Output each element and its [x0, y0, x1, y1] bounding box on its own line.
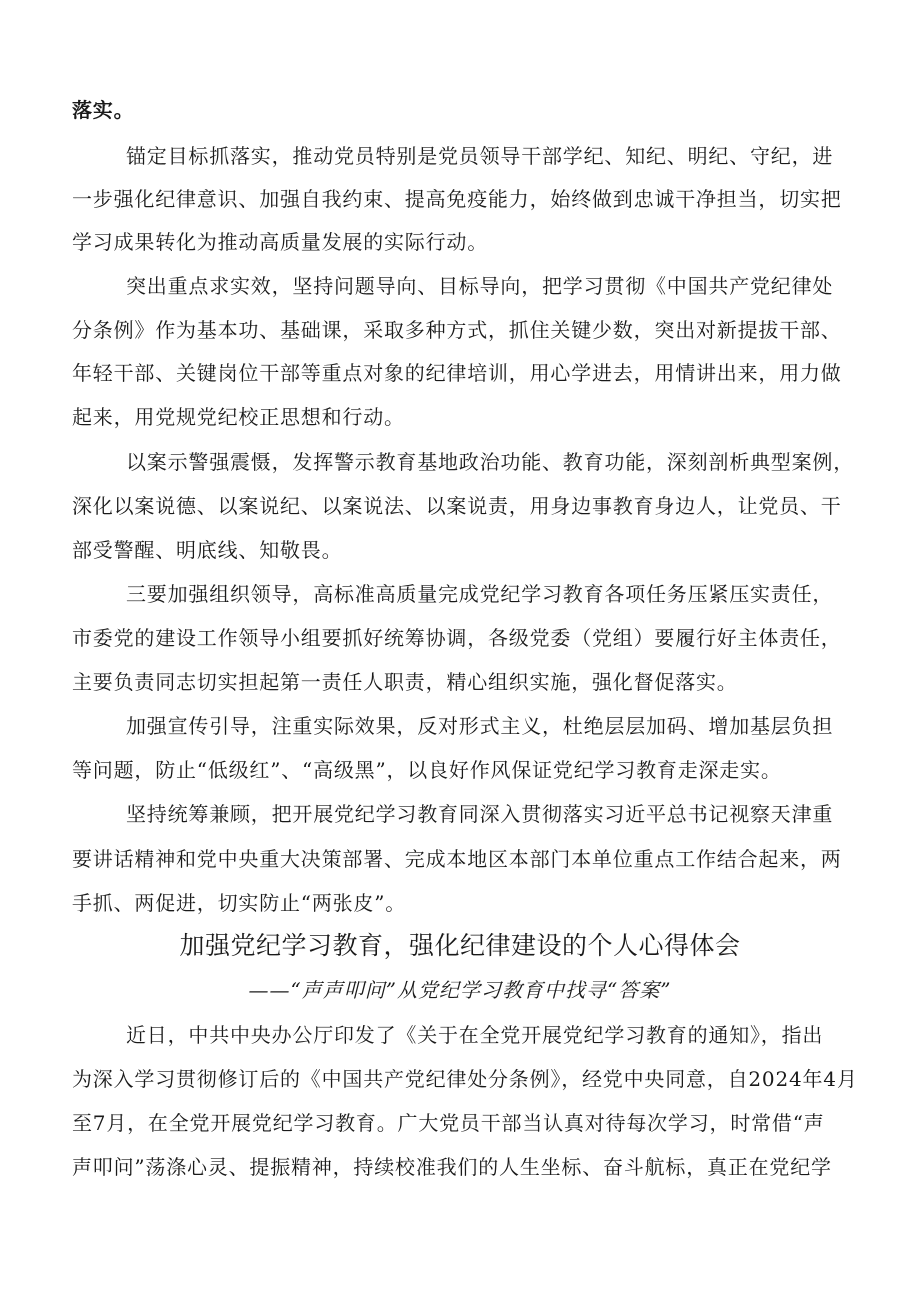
paragraph-line: 年轻干部、关键岗位干部等重点对象的纪律培训，用心学进去，用情讲出来，用力做 [72, 361, 842, 385]
paragraph-line: 以案示警强震慑，发挥警示教育基地政治功能、教育功能，深刻剖析典型案例， [126, 450, 854, 474]
paragraph-line: 锚定目标抓落实，推动党员特别是党员领导干部学纪、知纪、明纪、守纪，进 [126, 144, 834, 168]
paragraph-line: 坚持统筹兼顾，把开展党纪学习教育同深入贯彻落实习近平总书记视察天津重 [126, 802, 834, 826]
paragraph-line: 手抓、两促进，切实防止“两张皮”。 [72, 891, 407, 915]
section-title: 加强党纪学习教育，强化纪律建设的个人心得体会 [179, 931, 741, 960]
paragraph-line: 部受警醒、明底线、知敬畏。 [72, 538, 343, 562]
paragraph-line: 要讲话精神和党中央重大决策部署、完成本地区本部门本单位重点工作结合起来，两 [72, 847, 842, 871]
paragraph-line: 分条例》作为基本功、基础课，采取多种方式，抓住关键少数，突出对新提拔干部、 [72, 318, 842, 342]
text-line: 落实。 [72, 98, 135, 122]
paragraph-line: 深化以案说德、以案说纪、以案说法、以案说责，用身边事教育身边人，让党员、干 [72, 494, 842, 518]
section-subtitle: ——“声声叩问”从党纪学习教育中找寻“答案” [248, 978, 672, 1002]
paragraph-line: 一步强化纪律意识、加强自我约束、提高免疫能力，始终做到忠诚干净担当，切实把 [72, 187, 842, 211]
paragraph-line: 市委党的建设工作领导小组要抓好统筹协调，各级党委（党组）要履行好主体责任， [72, 626, 842, 650]
paragraph-line: 等问题，防止“低级红”、“高级黑”，以良好作风保证党纪学习教育走深走实。 [72, 758, 782, 782]
paragraph-line: 至7月，在全党开展党纪学习教育。广大党员干部当认真对待每次学习，时常借“声 [72, 1111, 825, 1135]
paragraph-line: 为深入学习贯彻修订后的《中国共产党纪律处分条例》，经党中央同意，自2024年4月 [72, 1067, 858, 1091]
paragraph-line: 主要负责同志切实担起第一责任人职责，精心组织实施，强化督促落实。 [72, 670, 738, 694]
paragraph-line: 加强宣传引导，注重实际效果，反对形式主义，杜绝层层加码、增加基层负担 [126, 714, 834, 738]
paragraph-line: 声叩问”荡涤心灵、提振精神，持续校准我们的人生坐标、奋斗航标，真正在党纪学 [72, 1155, 832, 1179]
paragraph-line: 学习成果转化为推动高质量发展的实际行动。 [72, 230, 488, 254]
paragraph-line: 近日，中共中央办公厅印发了《关于在全党开展党纪学习教育的通知》，指出 [126, 1023, 824, 1047]
paragraph-line: 三要加强组织领导，高标准高质量完成党纪学习教育各项任务压紧压实责任， [126, 582, 834, 606]
paragraph-line: 起来，用党规党纪校正思想和行动。 [72, 405, 405, 429]
paragraph-line: 突出重点求实效，坚持问题导向、目标导向，把学习贯彻《中国共产党纪律处 [126, 274, 834, 298]
